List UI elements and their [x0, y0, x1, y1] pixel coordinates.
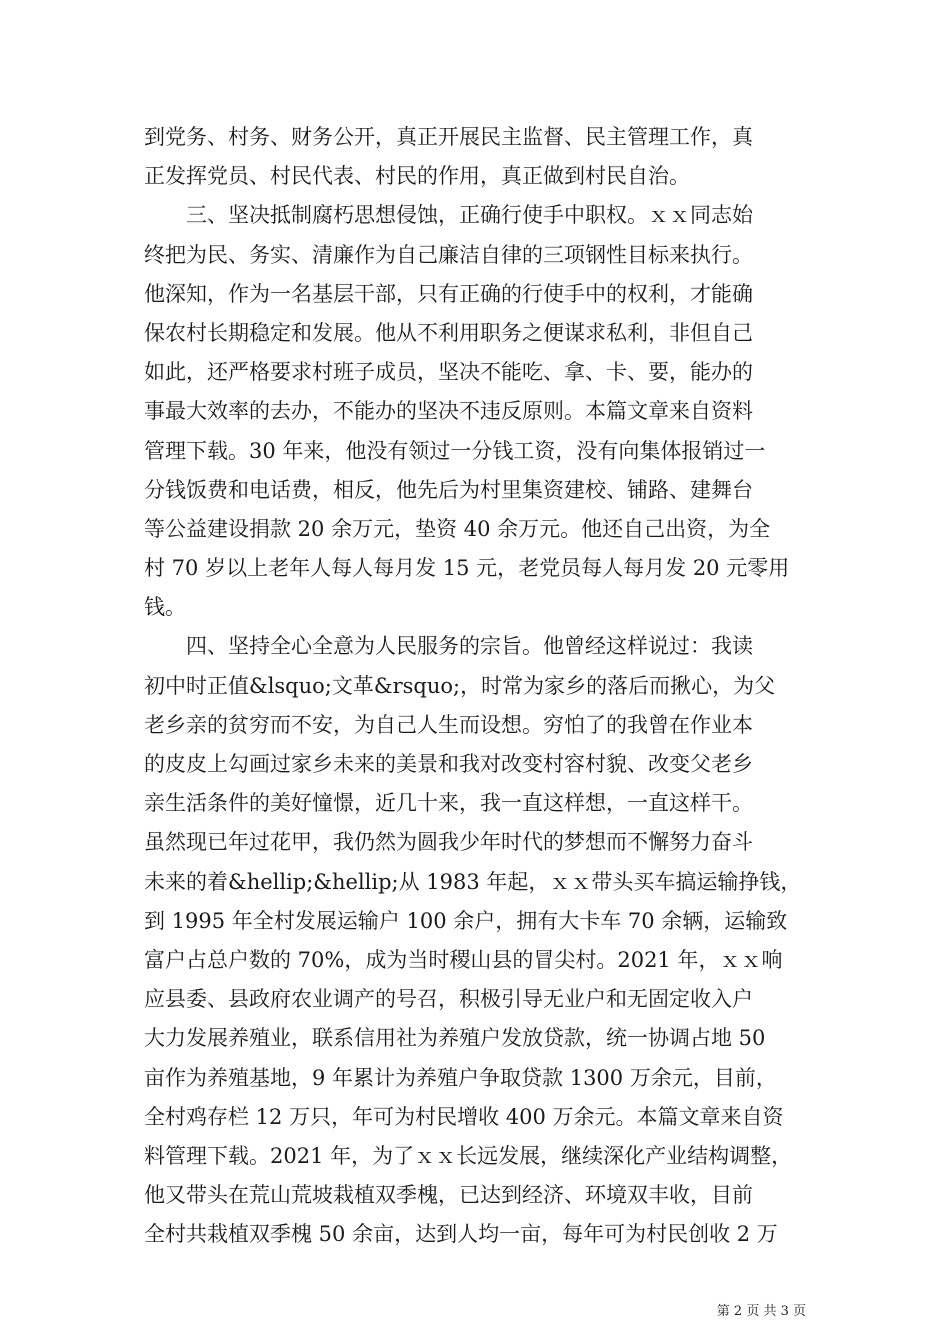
text-line: 到 1995 年全村发展运输户 100 余户，拥有大卡车 70 余辆，运输致 [144, 908, 788, 933]
text-line: 他深知，作为一名基层干部，只有正确的行使手中的权利，才能确 [144, 281, 753, 306]
text-line: 全村共栽植双季槐 50 余亩，达到人均一亩，每年可为村民创收 2 万 [144, 1222, 778, 1247]
text-line: 管理下载。30 年来，他没有领过一分钱工资，没有向集体报销过一 [144, 438, 766, 463]
text-line: 初中时正值&lsquo;文革&rsquo;，时常为家乡的落后而揪心，为父 [144, 673, 776, 698]
page-number: 第 2 页 共 3 页 [716, 1304, 806, 1319]
text-line: 的皮皮上勾画过家乡未来的美景和我对改变村容村貌、改变父老乡 [144, 752, 753, 776]
text-line: 大力发展养殖业，联系信用社为养殖户发放贷款，统一协调占地 50 [144, 1026, 766, 1051]
text-line: 应县委、县政府农业调产的号召，积极引导无业户和无固定收入户 [144, 987, 753, 1012]
text-line: 料管理下载。2021 年，为了ｘｘ长远发展，继续深化产业结构调整， [144, 1143, 793, 1168]
text-line: 他又带头在荒山荒坡栽植双季槐，已达到经济、环境双丰收，目前 [144, 1183, 753, 1208]
text-line: 老乡亲的贫穷而不安，为自己人生而设想。穷怕了的我曾在作业本 [144, 712, 753, 737]
text-line: 三、坚决抵制腐朽思想侵蚀，正确行使手中职权。ｘｘ同志始 [144, 203, 753, 228]
text-line: 保农村长期稳定和发展。他从不利用职务之便谋求私利，非但自己 [144, 320, 753, 345]
text-line: 未来的着&hellip;&hellip;从 1983 年起，ｘｘ带头买车搞运输挣钱， [144, 869, 802, 894]
text-line: 全村鸡存栏 12 万只，年可为村民增收 400 万余元。本篇文章来自资 [144, 1104, 784, 1129]
text-line: 正发挥党员、村民代表、村民的作用，真正做到村民自治。 [144, 164, 690, 189]
text-line: 等公益建设捐款 20 余万元，垫资 40 余万元。他还自己出资，为全 [144, 516, 771, 541]
text-line: 分钱饭费和电话费，相反，他先后为村里集资建校、铺路、建舞台 [144, 477, 753, 502]
body-text [144, 118, 834, 1254]
text-line: 钱。 [144, 595, 186, 620]
text-line: 到党务、村务、财务公开，真正开展民主监督、民主管理工作，真 [144, 125, 753, 149]
text-line: 富户占总户数的 70%，成为当时稷山县的冒尖村。2021 年，ｘｘ响 [144, 947, 783, 972]
text-line: 事最大效率的去办，不能办的坚决不违反原则。本篇文章来自资料 [144, 399, 753, 424]
text-line: 亲生活条件的美好憧憬，近几十来，我一直这样想，一直这样干。 [144, 791, 753, 816]
text-line: 村 70 岁以上老年人每人每月发 15 元，老党员每人每月发 20 元零用 [144, 556, 790, 581]
text-line: 虽然现已年过花甲，我仍然为圆我少年时代的梦想而不懈努力奋斗 [144, 830, 753, 855]
text-line: 四、坚持全心全意为人民服务的宗旨。他曾经这样说过：我读 [144, 634, 753, 659]
text-line: 亩作为养殖基地，9 年累计为养殖户争取贷款 1300 万余元，目前， [144, 1065, 777, 1090]
text-line: 如此，还严格要求村班子成员，坚决不能吃、拿、卡、要，能办的 [144, 360, 753, 385]
text-line: 终把为民、务实、清廉作为自己廉洁自律的三项钢性目标来执行。 [144, 242, 753, 267]
